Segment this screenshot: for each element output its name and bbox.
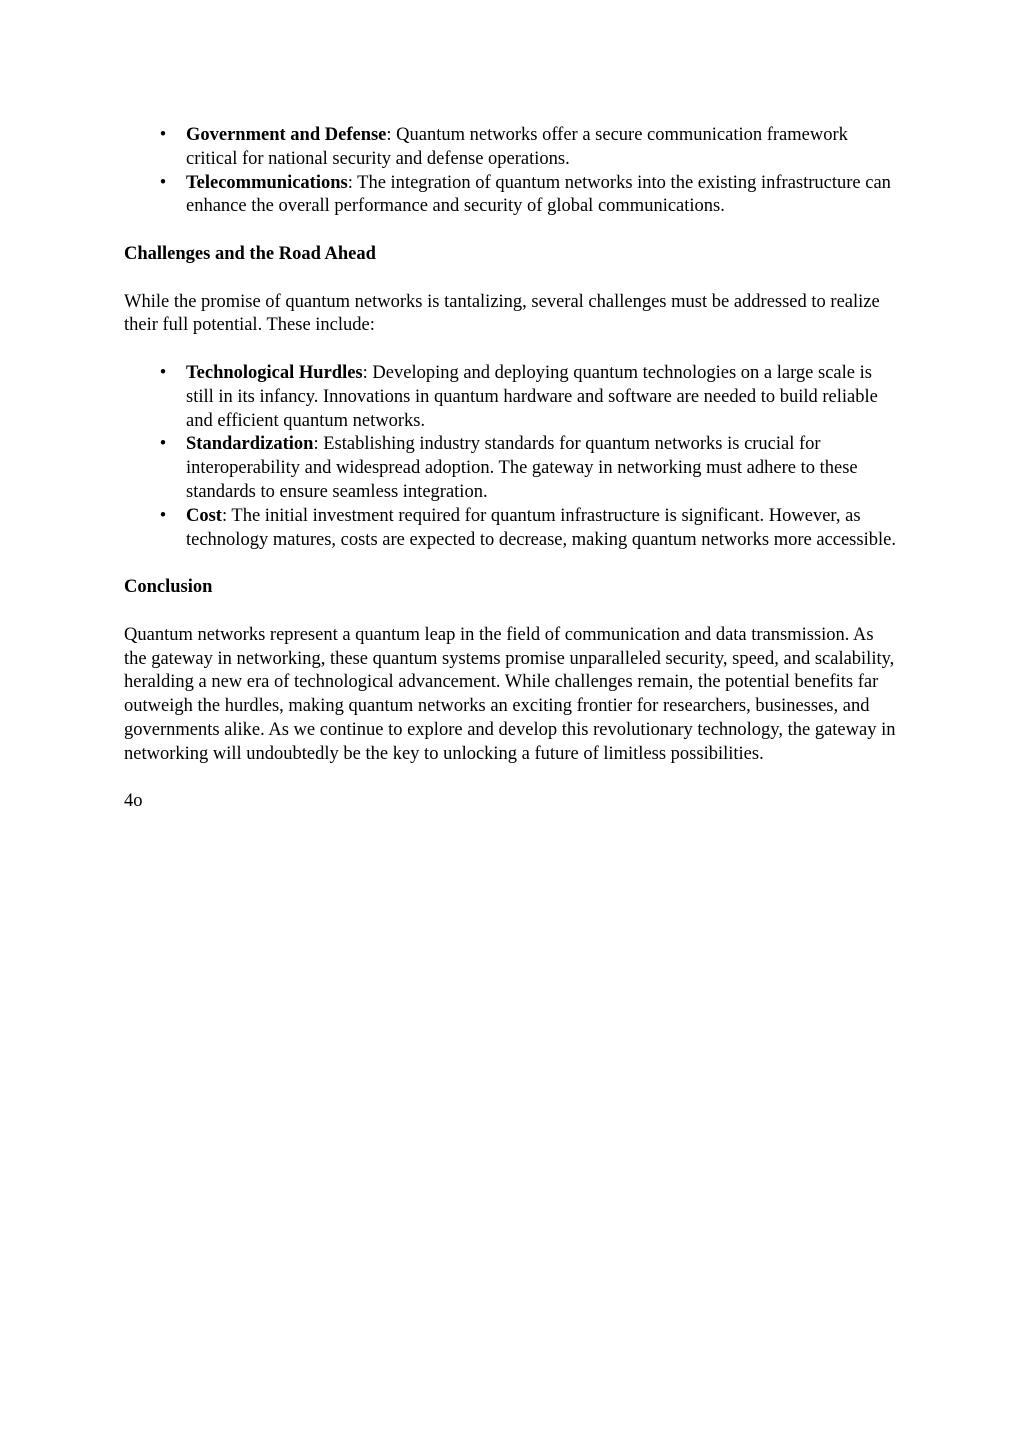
list-item xyxy=(124,362,899,433)
list-item-text: : Developing and deploying quantum technologies on a large scale is still in its infancy. Innovations in quantum hardware and software are needed to build reliable and efficient quantum networks. xyxy=(186,362,878,431)
bullet-icon: • xyxy=(159,362,167,383)
document-page xyxy=(124,124,899,814)
list-item-term: Government and Defense xyxy=(186,125,387,145)
list-item-text: : Quantum networks offer a secure communication framework critical for national security and defense operations. xyxy=(186,125,848,169)
list-item-term: Cost xyxy=(186,505,222,526)
challenges-intro-paragraph: While the promise of quantum networks is tantalizing, several challenges must be addressed to realize their full potential. These include: xyxy=(124,291,880,336)
challenges-list xyxy=(124,362,899,552)
list-item xyxy=(124,124,899,172)
list-item xyxy=(124,172,899,220)
list-item-text: : Establishing industry standards for quantum networks is crucial for interoperability and widespread adoption. The gateway in networking must adhere to these standards to ensure seamless integration. xyxy=(186,434,858,502)
list-item-text: : The integration of quantum networks into the existing infrastructure can enhance the overall performance and security of global communications. xyxy=(186,172,891,217)
list-item xyxy=(124,433,899,504)
bullet-icon: • xyxy=(159,505,167,526)
bullet-icon: • xyxy=(159,125,167,145)
bullet-icon: • xyxy=(159,434,167,455)
list-item-term: Standardization xyxy=(186,434,314,455)
footer-note: 4o xyxy=(124,791,143,812)
list-item xyxy=(124,505,899,553)
applications-list xyxy=(124,124,899,219)
section-heading-challenges: Challenges and the Road Ahead xyxy=(124,243,376,264)
list-item-text: : The initial investment required for quantum infrastructure is significant. However, as technology matures, costs are expected to decrease, making quantum networks more accessible. xyxy=(186,505,896,550)
conclusion-paragraph: Quantum networks represent a quantum leap in the field of communication and data transmission. As the gateway in networking, these quantum systems promise unparalleled security, speed, and scalability, heralding a new era of technological advancement. While challenges remain, the potential benefits far outweigh the hurdles, making quantum networks an exciting frontier for researchers, businesses, and governments alike. As we continue to explore and develop this revolutionary technology, the gateway in networking will undoubtedly be the key to unlocking a future of limitless possibilities. xyxy=(124,624,896,764)
list-item-term: Technological Hurdles xyxy=(186,362,363,383)
section-heading-conclusion: Conclusion xyxy=(124,577,213,598)
list-item-term: Telecommunications xyxy=(186,172,348,193)
bullet-icon: • xyxy=(159,172,167,193)
